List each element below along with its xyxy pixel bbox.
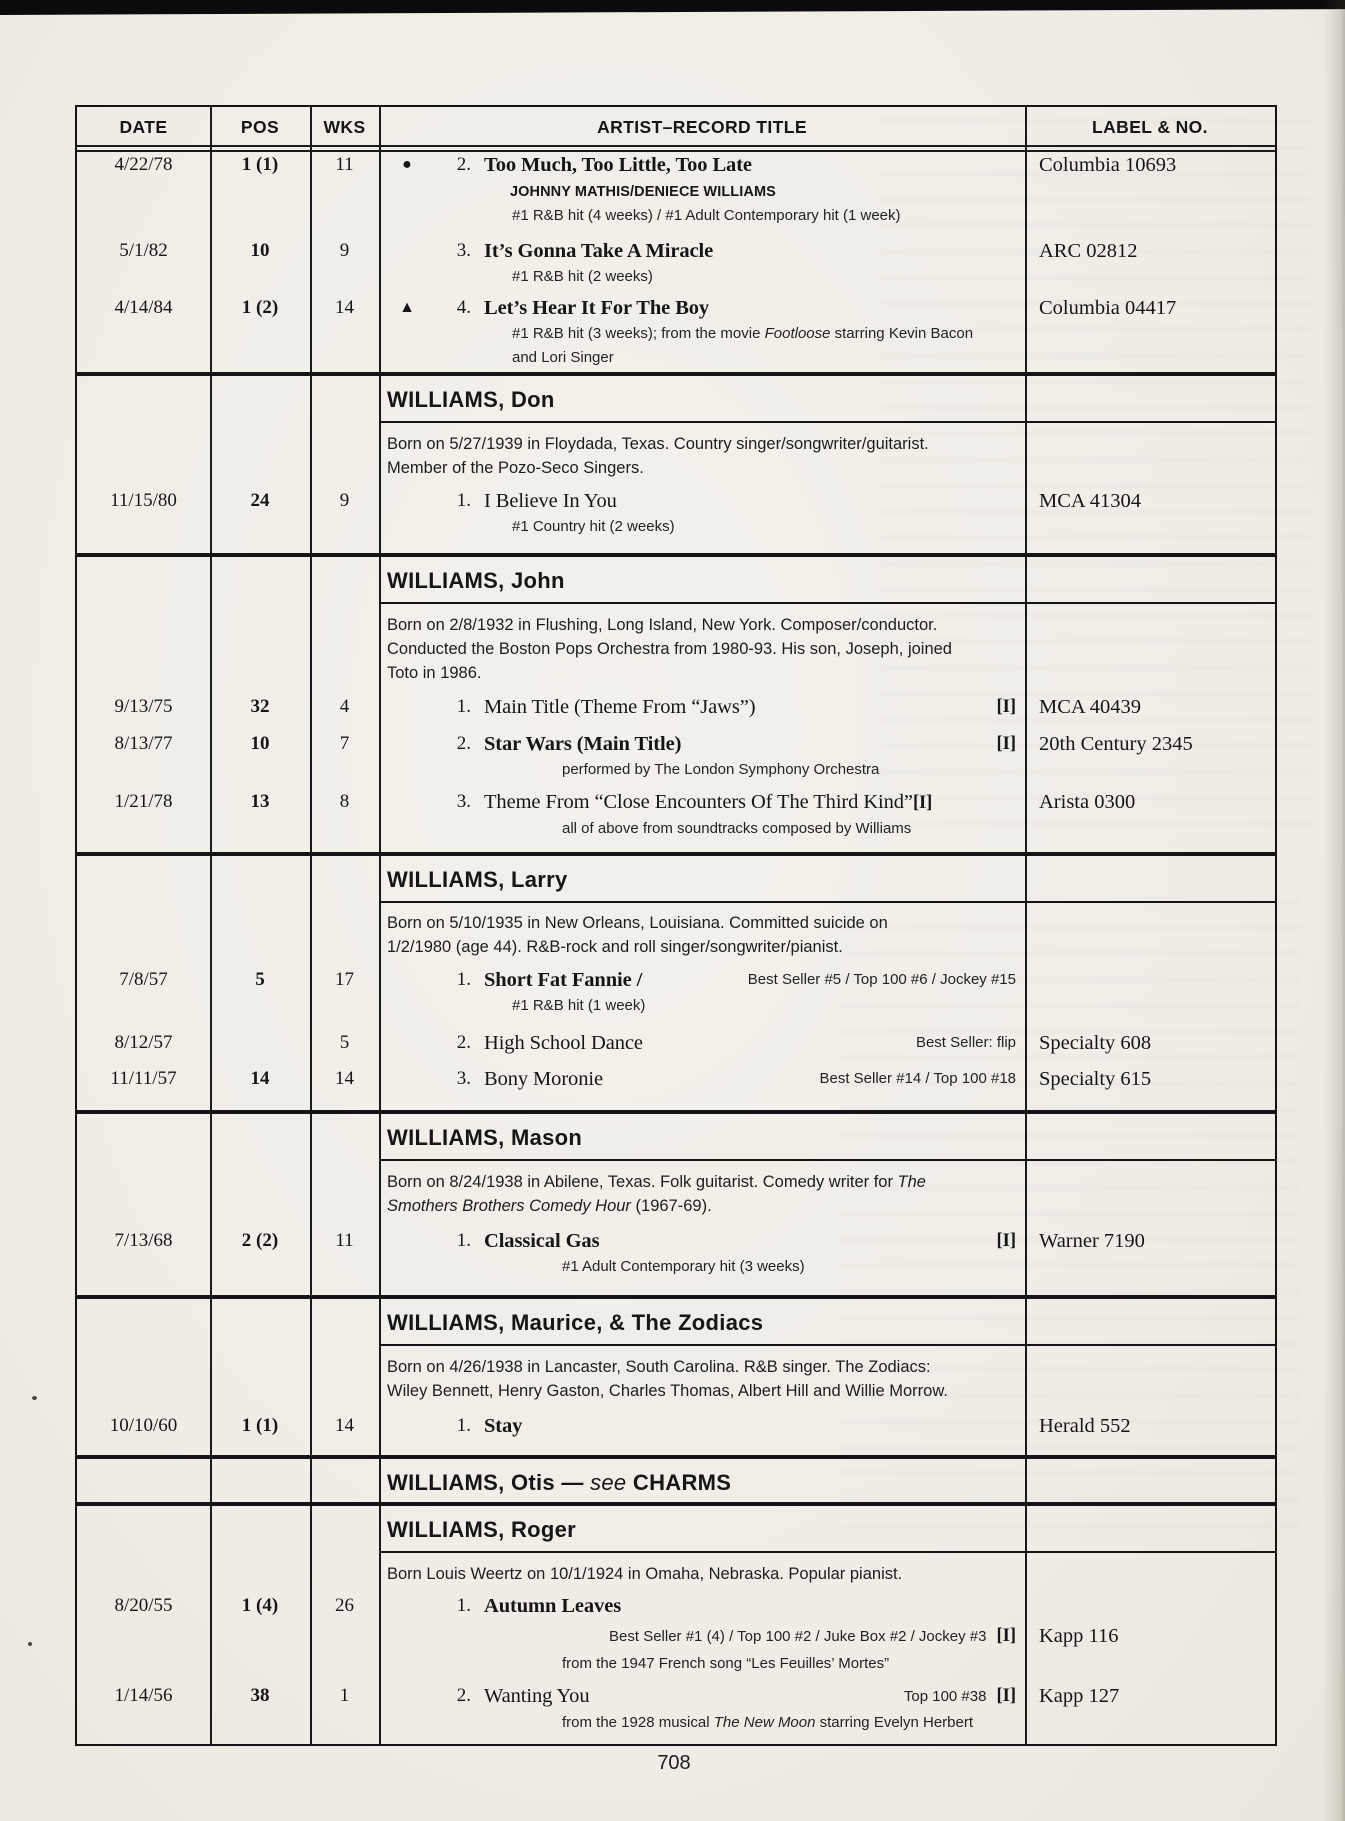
chart-note: all of above from soundtracks composed by Williams [562, 820, 912, 837]
date-cell: 1/21/78 [114, 791, 173, 812]
track-number: 3. [456, 791, 471, 812]
table-row [77, 967, 1275, 995]
wks-cell: 7 [339, 733, 350, 754]
wks-cell: 1 [339, 1685, 350, 1706]
gold-record-icon: ● [402, 156, 412, 173]
section-divider [76, 1455, 1276, 1459]
section-divider [76, 372, 1276, 376]
track-number: 2. [456, 1685, 471, 1706]
table-row [77, 295, 1275, 323]
chart-positions-note: Top 100 #38 [903, 1688, 987, 1705]
date-cell: 8/13/77 [114, 733, 173, 754]
table-row [77, 1593, 1275, 1621]
chart-table [75, 105, 1277, 1746]
table-row [77, 1030, 1275, 1058]
pos-cell: 10 [250, 733, 270, 754]
table-row [77, 152, 1275, 180]
section-divider [76, 1502, 1276, 1506]
chart-note: performed by The London Symphony Orchestra [562, 761, 880, 778]
date-cell: 8/20/55 [114, 1595, 173, 1616]
record-title: It’s Gonna Take A Miracle [484, 240, 714, 262]
date-cell: 10/10/60 [109, 1415, 178, 1436]
label-number: Columbia 04417 [1039, 297, 1177, 319]
artist-bio: 1/2/1980 (age 44). R&B-rock and roll singer/songwriter/pianist. [387, 938, 843, 956]
track-number: 1. [456, 969, 471, 990]
wks-cell: 14 [335, 1415, 354, 1436]
track-number: 2. [456, 733, 471, 754]
chart-note: #1 R&B hit (2 weeks) [512, 268, 653, 285]
pos-cell: 13 [250, 791, 270, 812]
wks-cell: 9 [339, 490, 350, 511]
track-number: 1. [456, 1595, 471, 1616]
header-rule [77, 145, 1275, 147]
wks-cell: 11 [335, 1230, 354, 1251]
instrumental-tag: [I] [996, 1686, 1016, 1706]
platinum-record-icon: ▲ [399, 299, 415, 316]
instrumental-tag: [I] [996, 734, 1016, 754]
table-row [77, 1254, 1275, 1282]
column-header-date: DATE [119, 117, 168, 137]
artist-section-header: WILLIAMS, Larry [387, 867, 568, 892]
table-row [77, 238, 1275, 266]
section-divider [76, 553, 1276, 557]
date-cell: 1/14/56 [114, 1685, 173, 1706]
chart-note: #1 R&B hit (4 weeks) / #1 Adult Contemporary hit (1 week) [512, 207, 901, 224]
pos-cell: 14 [250, 1068, 270, 1089]
column-header-label: LABEL & NO. [1092, 117, 1208, 137]
page-number: 708 [657, 1752, 691, 1774]
table-row [77, 694, 1275, 722]
table-row [77, 488, 1275, 516]
track-number: 1. [456, 1230, 471, 1251]
track-number: 1. [456, 490, 471, 511]
table-row [77, 1683, 1275, 1711]
date-cell: 8/12/57 [114, 1032, 173, 1053]
label-number: Kapp 127 [1039, 1685, 1120, 1707]
table-row [77, 345, 1275, 373]
label-number: 20th Century 2345 [1039, 733, 1193, 755]
artist-bio: Smothers Brothers Comedy Hour (1967-69). [387, 1197, 712, 1215]
wks-cell: 4 [339, 696, 350, 717]
track-number: 1. [456, 1415, 471, 1436]
record-title: Classical Gas [484, 1230, 600, 1252]
artist-bio: Born on 5/27/1939 in Floydada, Texas. Country singer/songwriter/guitarist. [387, 435, 929, 453]
record-title: High School Dance [484, 1032, 643, 1054]
label-number: Warner 7190 [1039, 1230, 1145, 1252]
track-number: 3. [456, 1068, 471, 1089]
record-title: Too Much, Too Little, Too Late [484, 154, 752, 176]
table-row [77, 514, 1275, 542]
record-title: Main Title (Theme From “Jaws”) [484, 696, 756, 718]
pos-cell: 1 (2) [241, 297, 279, 318]
pos-cell: 24 [250, 490, 270, 511]
chart-positions-note: Best Seller #5 / Top 100 #6 / Jockey #15 [747, 971, 1016, 988]
date-cell: 9/13/75 [114, 696, 173, 717]
table-row [77, 1623, 1275, 1651]
label-number: Arista 0300 [1039, 791, 1136, 813]
chart-note: #1 Adult Contemporary hit (3 weeks) [562, 1258, 805, 1275]
wks-cell: 11 [335, 154, 354, 175]
column-header-wks: WKS [323, 117, 366, 137]
label-number: MCA 41304 [1039, 490, 1141, 512]
record-title: Star Wars (Main Title) [484, 733, 682, 755]
wks-cell: 9 [339, 240, 350, 261]
chart-note: #1 R&B hit (1 week) [512, 997, 646, 1014]
track-number: 3. [456, 240, 471, 261]
pos-cell: 1 (4) [241, 1595, 279, 1616]
artist-credit: JOHNNY MATHIS/DENIECE WILLIAMS [510, 184, 776, 200]
artist-header-rule [379, 901, 1275, 903]
instrumental-tag: [I] [912, 793, 933, 813]
chart-note: from the 1928 musical The New Moon starring Evelyn Herbert [562, 1714, 974, 1731]
pos-cell: 2 (2) [241, 1230, 279, 1251]
label-number: Columbia 10693 [1039, 154, 1177, 176]
chart-note: and Lori Singer [512, 349, 614, 366]
pos-cell: 10 [250, 240, 270, 261]
artist-bio: Born Louis Weertz on 10/1/1924 in Omaha, Nebraska. Popular pianist. [387, 1565, 903, 1583]
date-cell: 4/14/84 [114, 297, 173, 318]
table-row [77, 993, 1275, 1021]
artist-section-header: WILLIAMS, Maurice, & The Zodiacs [387, 1310, 764, 1335]
wks-cell: 14 [335, 297, 354, 318]
column-header-artist: ARTIST–RECORD TITLE [597, 117, 807, 137]
artist-header-rule [379, 1344, 1275, 1346]
chart-positions-line [484, 1623, 1016, 1650]
artist-bio: Born on 5/10/1935 in New Orleans, Louisiana. Committed suicide on [387, 914, 888, 932]
pos-cell: 38 [250, 1685, 270, 1706]
artist-section-header: WILLIAMS, Otis — see CHARMS [387, 1470, 732, 1495]
artist-bio: Member of the Pozo-Seco Singers. [387, 459, 644, 477]
table-row [77, 203, 1275, 231]
record-title: Let’s Hear It For The Boy [484, 297, 710, 319]
column-header-pos: POS [240, 117, 280, 137]
wks-cell: 8 [339, 791, 350, 812]
chart-note: #1 R&B hit (3 weeks); from the movie Footloose starring Kevin Bacon [512, 325, 974, 342]
track-number: 1. [456, 696, 471, 717]
wks-cell: 14 [335, 1068, 354, 1089]
artist-bio: Wiley Bennett, Henry Gaston, Charles Thomas, Albert Hill and Willie Morrow. [387, 1382, 948, 1400]
section-divider [76, 852, 1276, 856]
instrumental-tag: [I] [996, 1626, 1016, 1646]
table-row [77, 1228, 1275, 1256]
table-row [77, 1066, 1275, 1094]
artist-bio: Toto in 1986. [387, 664, 482, 682]
artist-section-header: WILLIAMS, John [387, 568, 565, 593]
date-cell: 5/1/82 [119, 240, 168, 261]
record-title: Bony Moronie [484, 1068, 603, 1090]
page-edge-shadow [1323, 0, 1345, 1821]
record-title: Stay [484, 1415, 523, 1437]
label-number: Herald 552 [1039, 1415, 1131, 1437]
artist-section-header: WILLIAMS, Mason [387, 1125, 583, 1150]
track-number: 4. [456, 297, 471, 318]
label-number: Specialty 608 [1039, 1032, 1152, 1054]
chart-positions-note: Best Seller: flip [915, 1034, 1016, 1051]
instrumental-tag: [I] [996, 1231, 1016, 1251]
table-row [77, 1710, 1275, 1738]
track-number: 2. [456, 1032, 471, 1053]
label-number: MCA 40439 [1039, 696, 1141, 718]
record-title: Autumn Leaves [484, 1595, 622, 1617]
table-row [77, 264, 1275, 292]
scan-edge-strip [0, 0, 1345, 15]
table-row [77, 731, 1275, 759]
instrumental-tag: [I] [996, 697, 1016, 717]
table-row [77, 1651, 1275, 1679]
table-row [77, 789, 1275, 817]
scan-speck [32, 1396, 37, 1400]
scan-speck [28, 1642, 32, 1646]
artist-header-rule [379, 421, 1275, 423]
artist-header-rule [379, 602, 1275, 604]
wks-cell: 26 [335, 1595, 354, 1616]
table-row [77, 816, 1275, 844]
chart-positions-note: Best Seller #1 (4) / Top 100 #2 / Juke Box #2 / Jockey #3 [609, 1628, 987, 1645]
chart-note: from the 1947 French song “Les Feuilles’ Mortes” [562, 1655, 890, 1672]
wks-cell: 17 [335, 969, 354, 990]
pos-cell: 1 (1) [241, 154, 279, 175]
artist-header-rule [379, 1159, 1275, 1161]
label-number: Kapp 116 [1039, 1625, 1119, 1647]
pos-cell: 32 [250, 696, 270, 717]
table-row [77, 757, 1275, 785]
wks-cell: 5 [339, 1032, 350, 1053]
track-number: 2. [456, 154, 471, 175]
section-divider [76, 1295, 1276, 1299]
record-title: Theme From “Close Encounters Of The Third Kind”[I] [484, 791, 933, 813]
chart-positions-note: Best Seller #14 / Top 100 #18 [819, 1070, 1016, 1087]
date-cell: 11/15/80 [110, 490, 177, 511]
date-cell: 4/22/78 [114, 154, 173, 175]
label-number: ARC 02812 [1039, 240, 1138, 262]
artist-header-rule [379, 1551, 1275, 1553]
chart-note: #1 Country hit (2 weeks) [512, 518, 675, 535]
record-title: Wanting You [484, 1685, 590, 1707]
label-number: Specialty 615 [1039, 1068, 1152, 1090]
date-cell: 11/11/57 [110, 1068, 177, 1089]
artist-bio: Born on 4/26/1938 in Lancaster, South Carolina. R&B singer. The Zodiacs: [387, 1358, 931, 1376]
section-divider [76, 1110, 1276, 1114]
artist-bio: Born on 2/8/1932 in Flushing, Long Island, New York. Composer/conductor. [387, 616, 938, 634]
artist-section-header: WILLIAMS, Don [387, 387, 555, 412]
artist-bio: Born on 8/24/1938 in Abilene, Texas. Folk guitarist. Comedy writer for The [387, 1173, 926, 1191]
pos-cell: 5 [255, 969, 265, 990]
record-title: Short Fat Fannie / [484, 969, 643, 991]
record-title: I Believe In You [484, 490, 617, 512]
chart-positions-line [484, 1683, 1016, 1710]
table-row [77, 1413, 1275, 1441]
date-cell: 7/13/68 [114, 1230, 173, 1251]
pos-cell: 1 (1) [241, 1415, 279, 1436]
artist-section-header: WILLIAMS, Roger [387, 1517, 577, 1542]
date-cell: 7/8/57 [119, 969, 168, 990]
artist-bio: Conducted the Boston Pops Orchestra from 1980-93. His son, Joseph, joined [387, 640, 952, 658]
